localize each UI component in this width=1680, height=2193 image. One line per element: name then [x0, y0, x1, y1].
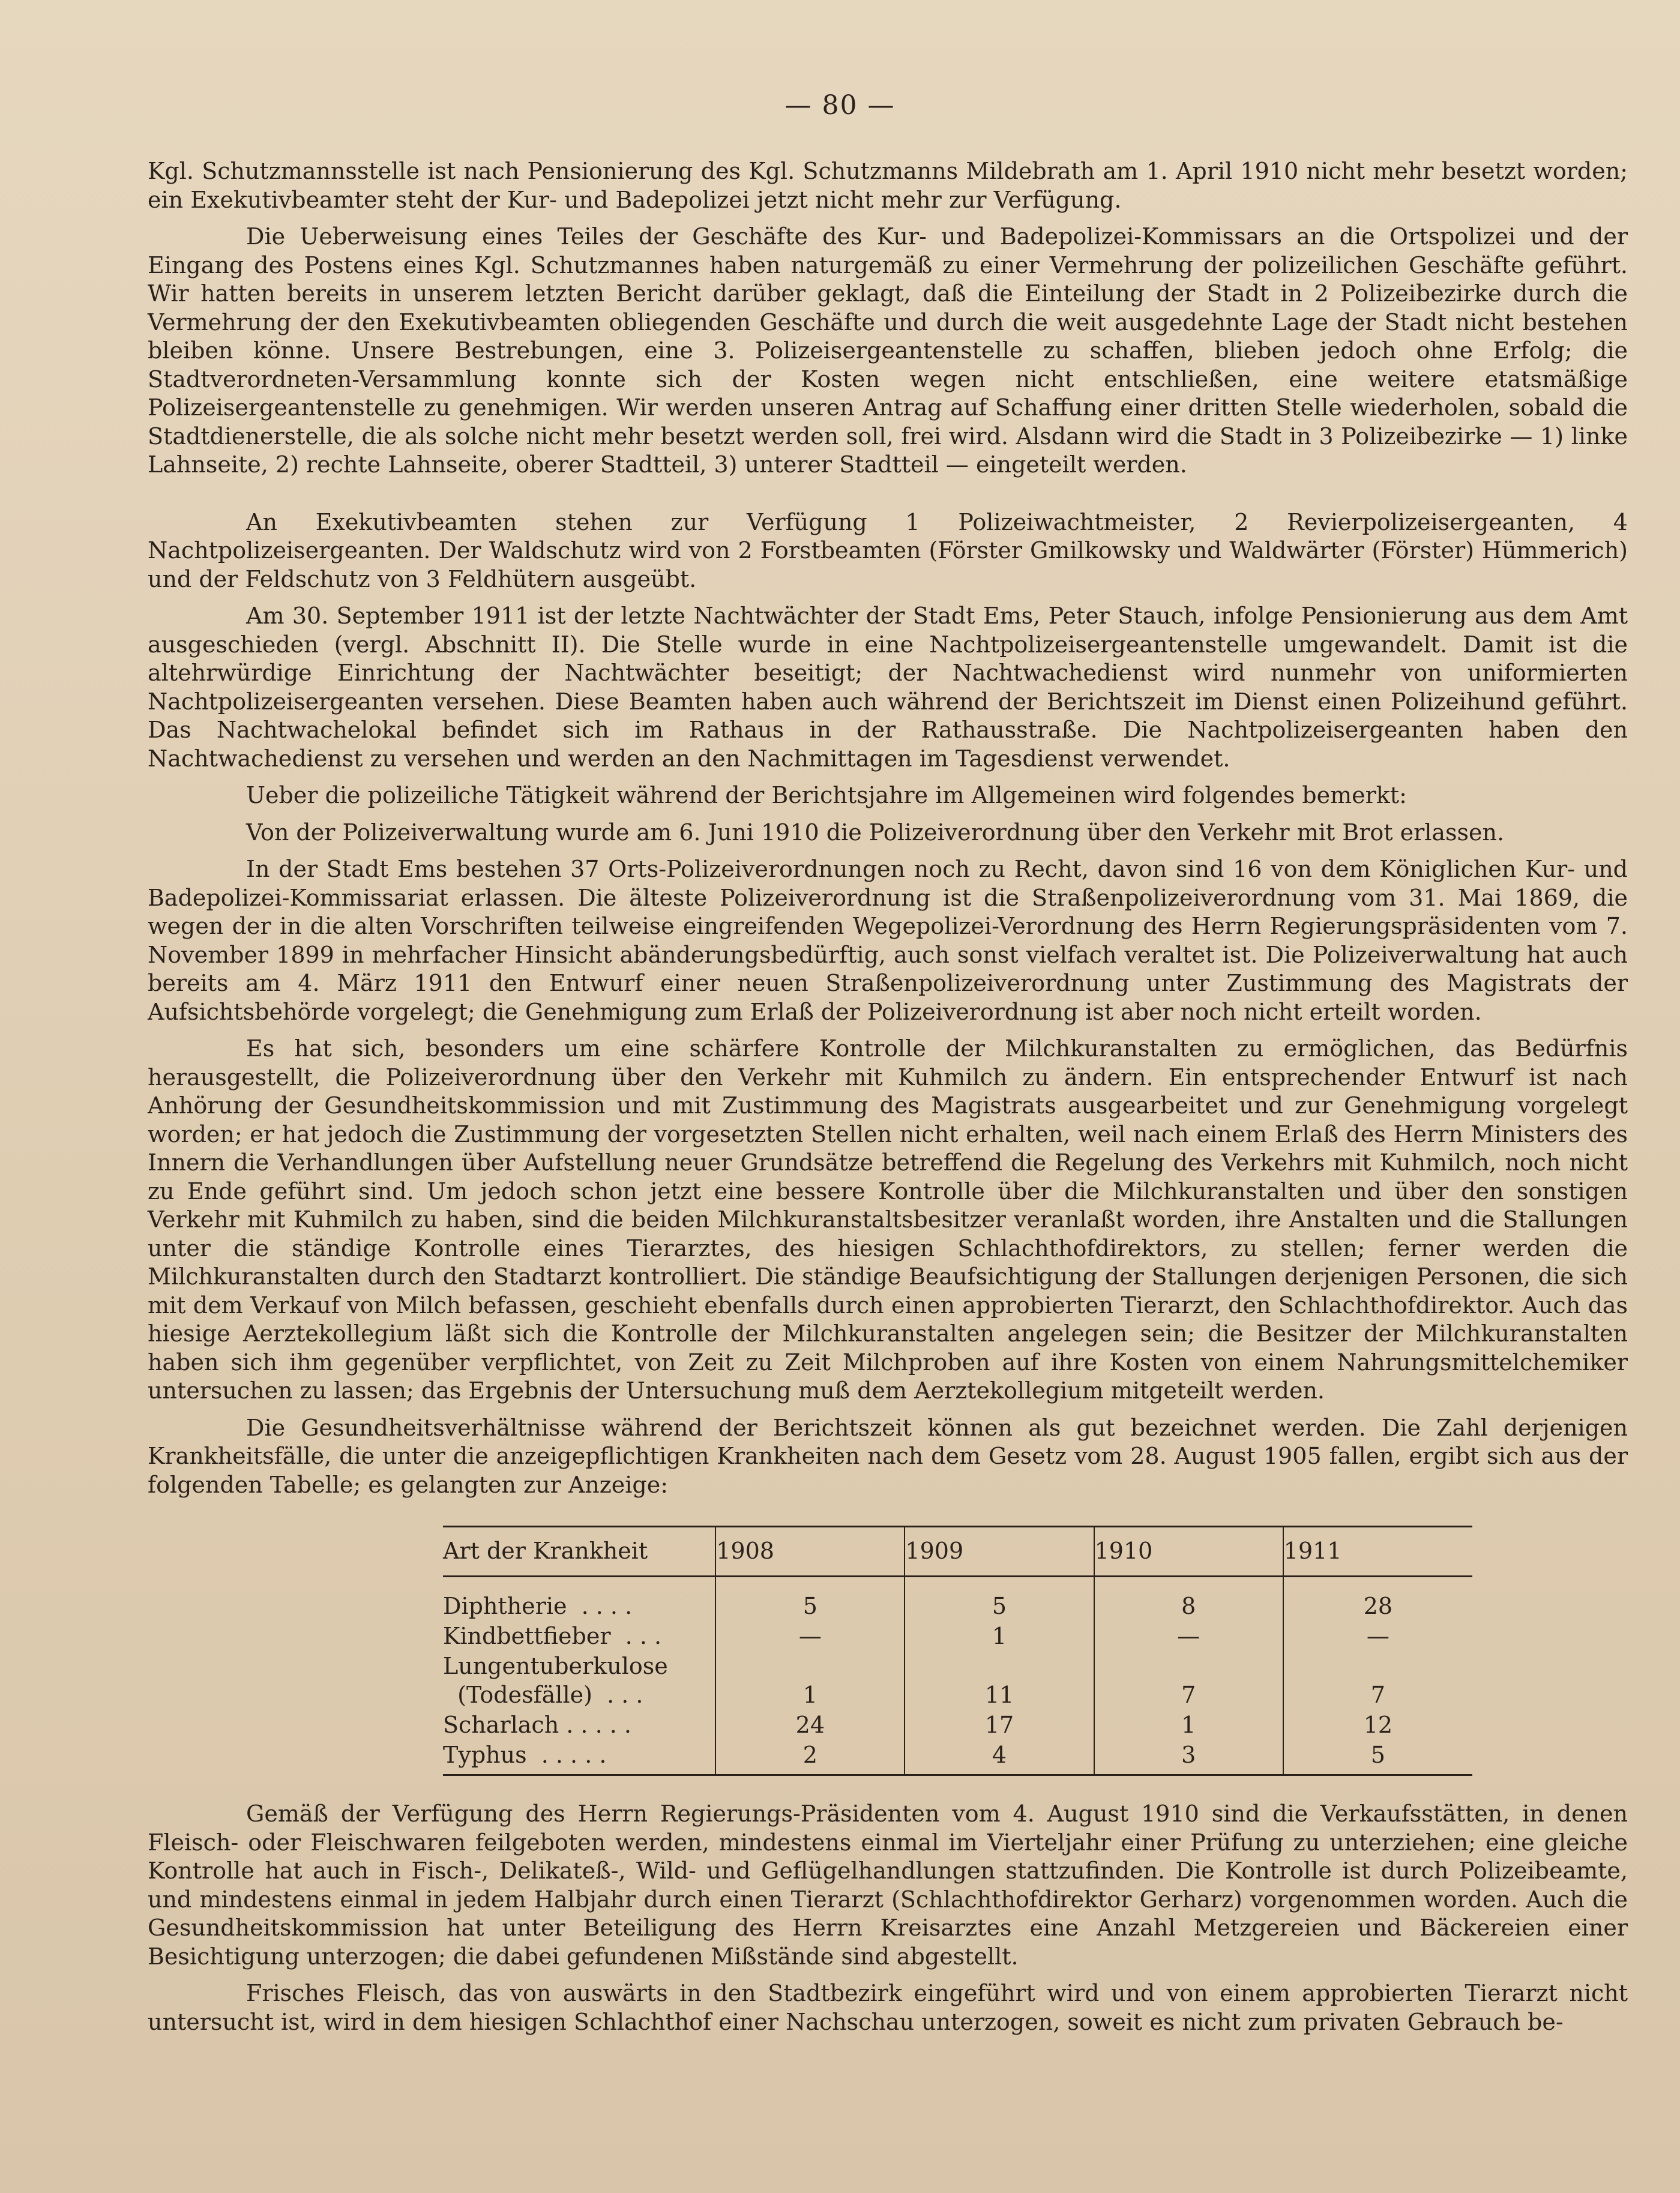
- table-cell: 7: [1283, 1651, 1472, 1710]
- table-cell: 11: [905, 1651, 1094, 1710]
- paragraph: An Exekutivbeamten stehen zur Verfügung 1 Polizeiwachtmeister, 2 Revierpolizeisergeanten, 4 Nachtpolizeisergeanten. Der Waldschutz wird von 2 Forstbeamten (Förster Gmilkowsky und Waldwärter (Förster) Hümmerich) und der Feldschutz von 3 Feldhütern ausgeübt.: [148, 508, 1628, 592]
- table-header-year: 1908: [715, 1527, 905, 1577]
- table-cell: 12: [1283, 1710, 1472, 1740]
- table-cell: 1: [905, 1621, 1094, 1651]
- paragraph: Frisches Fleisch, das von auswärts in den Stadtbezirk eingeführt wird und von einem approbierten Tierarzt nicht untersucht ist, wird in dem hiesigen Schlachthof einer Nachschau unterzogen, soweit es nicht zum privaten Gebrauch be-: [148, 1980, 1628, 2035]
- table-row: [443, 1621, 1472, 1651]
- paragraph: Kgl. Schutzmannsstelle ist nach Pensionierung des Kgl. Schutzmanns Mildebrath am 1. April 1910 nicht mehr besetzt worden; ein Exekutivbeamter steht der Kur- und Badepolizei jetzt nicht mehr zur Verfügung.: [148, 158, 1628, 213]
- disease-table: [443, 1526, 1472, 1776]
- table-header-year: 1909: [905, 1527, 1094, 1577]
- page-number: — 80 —: [784, 90, 896, 121]
- paragraph: In der Stadt Ems bestehen 37 Orts-Polizeiverordnungen noch zu Recht, davon sind 16 von dem Königlichen Kur- und Badepolizei-Kommissariat erlassen. Die älteste Polizeiverordnung ist die Straßenpolizeiverordnung vom 31. Mai 1869, die wegen der in die alten Vorschriften teilweise eingreifenden Wegepolizei-Verordnung des Herrn Regierungspräsidenten vom 7. November 1899 in mehrfacher Hinsicht abänderungsbedürftig, auch sonst vielfach veraltet ist. Die Polizeiverwaltung hat auch bereits am 4. März 1911 den Entwurf einer neuen Straßenpolizeiverordnung unter Zustimmung des Magistrats der Aufsichtsbehörde vorgelegt; die Genehmigung zum Erlaß der Polizeiverordnung ist aber noch nicht erteilt worden.: [148, 856, 1628, 1025]
- table-cell: 5: [905, 1577, 1094, 1622]
- table-cell: 24: [715, 1710, 905, 1740]
- table-cell: 5: [1283, 1740, 1472, 1775]
- paragraph: Die Gesundheitsverhältnisse während der Berichtszeit können als gut bezeichnet werden. Die Zahl derjenigen Krankheitsfälle, die unter die anzeigepflichtigen Krankheiten nach dem Gesetz vom 28. August 1905 fallen, ergibt sich aus der folgenden Tabelle; es gelangten zur Anzeige:: [148, 1414, 1628, 1498]
- table-cell: 17: [905, 1710, 1094, 1740]
- table-row: [443, 1651, 1472, 1710]
- table-header-row: [443, 1527, 1472, 1577]
- table-cell: 1: [1094, 1710, 1283, 1740]
- paragraph: Am 30. September 1911 ist der letzte Nachtwächter der Stadt Ems, Peter Stauch, infolge Pensionierung aus dem Amt ausgeschieden (vergl. Abschnitt II). Die Stelle wurde in eine Nachtpolizeisergeantenstelle umgewandelt. Damit ist die altehrwürdige Einrichtung der Nachtwächter beseitigt; der Nachtwachedienst wird nunmehr von uniformierten Nachtpolizeisergeanten versehen. Diese Beamten haben auch während der Berichtszeit im Dienst einen Polizeihund geführt. Das Nachtwachelokal befindet sich im Rathaus in der Rathausstraße. Die Nachtpolizeisergeanten haben den Nachtwachedienst zu versehen und werden an den Nachmittagen im Tagesdienst verwendet.: [148, 603, 1628, 772]
- paragraph: Ueber die polizeiliche Tätigkeit während der Berichtsjahre im Allgemeinen wird folgendes bemerkt:: [246, 782, 1407, 808]
- table-header-year: 1911: [1283, 1527, 1472, 1577]
- disease-name: Diphtherie . . . .: [443, 1593, 633, 1619]
- paragraph: Gemäß der Verfügung des Herrn Regierungs-Präsidenten vom 4. August 1910 sind die Verkaufsstätten, in denen Fleisch- oder Fleischwaren feilgeboten werden, mindestens einmal im Vierteljahr einer Prüfung zu unterziehen; eine gleiche Kontrolle hat auch in Fisch-, Delikateß-, Wild- und Geflügelhandlungen stattzufinden. Die Kontrolle ist durch Polizeibeamte, und mindestens einmal in jedem Halbjahr durch einen Tierarzt (Schlachthofdirektor Gerharz) vorgenommen worden. Auch die Gesundheitskommission hat unter Beteiligung des Herrn Kreisarztes eine Anzahl Metzgereien und Bäckereien einer Besichtigung unterzogen; die dabei gefundenen Mißstände sind abgestellt.: [148, 1800, 1628, 1970]
- table-cell: 1: [715, 1651, 905, 1710]
- table-cell: 28: [1283, 1577, 1472, 1622]
- table-header-year: 1910: [1094, 1527, 1283, 1577]
- table-header-disease: Art der Krankheit: [443, 1538, 648, 1565]
- table-cell: —: [1094, 1621, 1283, 1651]
- table-cell: 8: [1094, 1577, 1283, 1622]
- table-cell: 7: [1094, 1651, 1283, 1710]
- table-cell: —: [1283, 1621, 1472, 1651]
- body-text: [148, 157, 1628, 2036]
- disease-name: Scharlach . . . . .: [443, 1712, 631, 1738]
- table-cell: 4: [905, 1740, 1094, 1775]
- table-cell: —: [715, 1621, 905, 1651]
- paragraph: Die Ueberweisung eines Teiles der Geschäfte des Kur- und Badepolizei-Kommissars an die Ortspolizei und der Eingang des Postens eines Kgl. Schutzmannes haben naturgemäß zu einer Vermehrung der polizeilichen Geschäfte geführt. Wir hatten bereits in unserem letzten Bericht darüber geklagt, daß die Einteilung der Stadt in 2 Polizeibezirke durch die Vermehrung der den Exekutivbeamten obliegenden Geschäfte und durch die weit ausgedehnte Lage der Stadt nicht bestehen bleiben könne. Unsere Bestrebungen, eine 3. Polizeisergeantenstelle zu schaffen, blieben jedoch ohne Erfolg; die Stadtverordneten-Versammlung konnte sich der Kosten wegen nicht entschließen, eine weitere etatsmäßige Polizeisergeantenstelle zu genehmigen. Wir werden unseren Antrag auf Schaffung einer dritten Stelle wiederholen, sobald die Stadtdienerstelle, die als solche nicht mehr besetzt werden soll, frei wird. Alsdann wird die Stadt in 3 Polizeibezirke — 1) linke Lahnseite, 2) rechte Lahnseite, oberer Stadtteil, 3) unterer Stadtteil — eingeteilt werden.: [148, 223, 1628, 478]
- table-cell: 3: [1094, 1740, 1283, 1775]
- paragraph: Von der Polizeiverwaltung wurde am 6. Juni 1910 die Polizeiverordnung über den Verkehr mit Brot erlassen.: [246, 819, 1505, 846]
- disease-name: Kindbettfieber . . .: [443, 1623, 662, 1649]
- table-cell: 5: [715, 1577, 905, 1622]
- paragraph: Es hat sich, besonders um eine schärfere Kontrolle der Milchkuranstalten zu ermöglichen, das Bedürfnis herausgestellt, die Polizeiverordnung über den Verkehr mit Kuhmilch zu ändern. Ein entsprechender Entwurf ist nach Anhörung der Gesundheitskommission und mit Zustimmung des Magistrats ausgearbeitet und zur Genehmigung vorgelegt worden; er hat jedoch die Zustimmung der vorgesetzten Stellen nicht erhalten, weil nach einem Erlaß des Herrn Ministers des Innern die Verhandlungen über Aufstellung neuer Grundsätze betreffend die Regelung des Verkehrs mit Kuhmilch, noch nicht zu Ende geführt sind. Um jedoch schon jetzt eine bessere Kontrolle über die Milchkuranstalten und über den sonstigen Verkehr mit Kuhmilch zu haben, sind die beiden Milchkuranstaltsbesitzer veranlaßt worden, ihre Anstalten und die Stallungen unter die ständige Kontrolle eines Tierarztes, des hiesigen Schlachthofdirektors, zu stellen; ferner werden die Milchkuranstalten durch den Stadtarzt kontrolliert. Die ständige Beaufsichtigung der Stallungen derjenigen Personen, die sich mit dem Verkauf von Milch befassen, geschieht ebenfalls durch einen approbierten Tierarzt, den Schlachthofdirektor. Auch das hiesige Aerztekollegium läßt sich die Kontrolle der Milchkuranstalten angelegen sein; die Besitzer der Milchkuranstalten haben sich ihm gegenüber verpflichtet, von Zeit zu Zeit Milchproben auf ihre Kosten von einem Nahrungsmittelchemiker untersuchen zu lassen; das Ergebnis der Untersuchung muß dem Aerztekollegium mitgeteilt werden.: [148, 1035, 1628, 1404]
- table-row: [443, 1577, 1472, 1622]
- disease-name: Lungentuberkulose (Todesfälle) . . .: [443, 1653, 668, 1708]
- table-row: [443, 1710, 1472, 1740]
- table-row: [443, 1740, 1472, 1775]
- disease-name: Typhus . . . . .: [443, 1740, 715, 1775]
- table-cell: 2: [715, 1740, 905, 1775]
- disease-table-wrapper: [443, 1526, 1472, 1776]
